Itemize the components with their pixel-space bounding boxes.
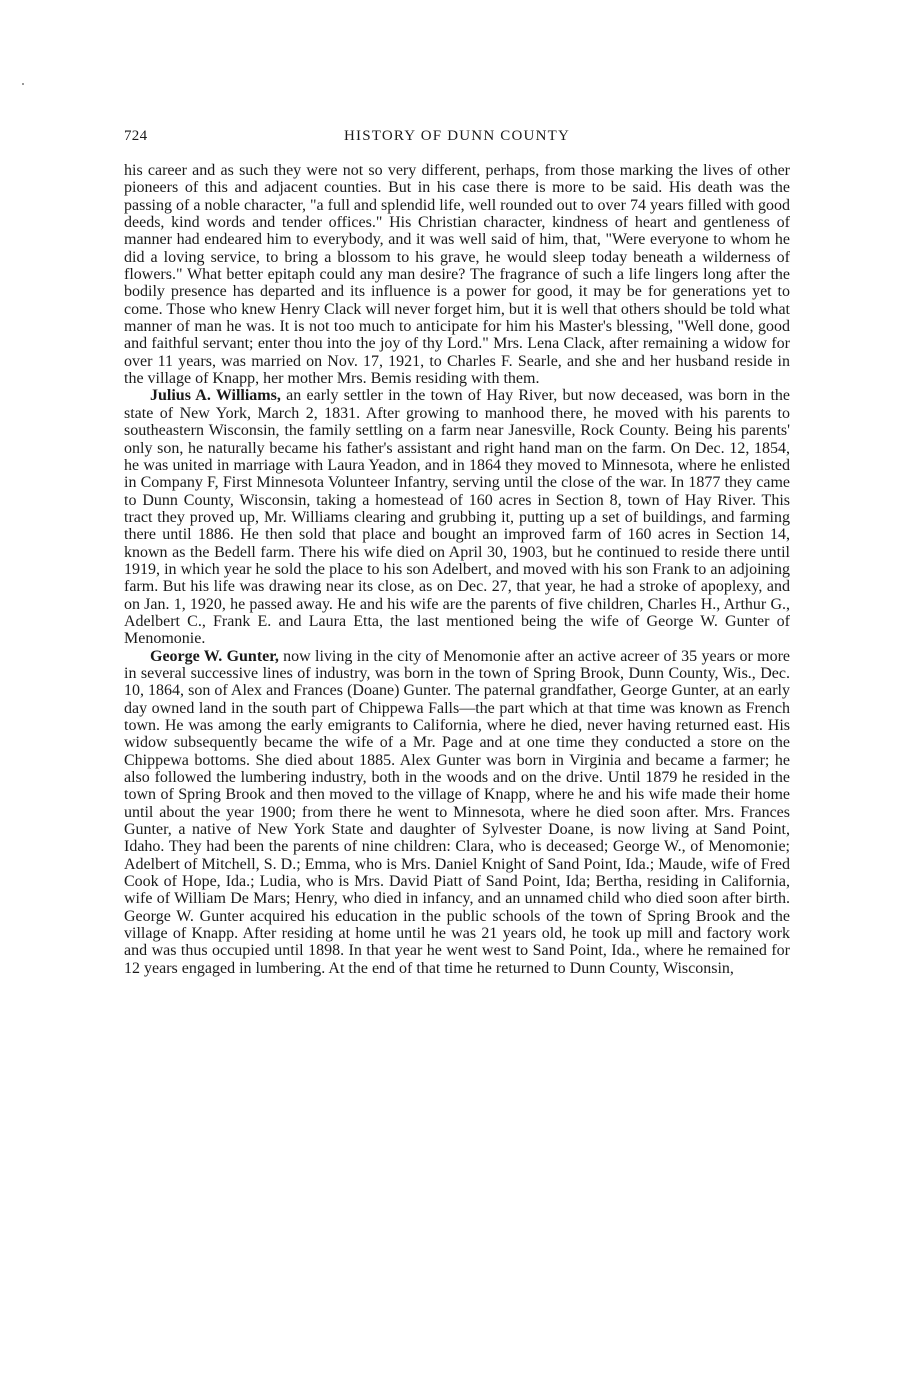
scan-speck: [22, 83, 24, 85]
paragraph-text: an early settler in the town of Hay River, but now deceased, was born in the state of New York, March 2, 1831. After growing to manhood there, he moved with his parents to southeastern Wisconsin, the family settling on a farm near Janesville, Rock County. Being his parents' only son, he naturally became his father's assistant and right hand man on the farm. On Dec. 12, 1854, he was united in marriage with Laura Yeadon, and in 1864 they moved to Minnesota, where he enlisted in Company F, First Minnesota Volunteer Infantry, serving until the close of the war. In 1877 they came to Dunn County, Wisconsin, taking a homestead of 160 acres in Section 8, town of Hay River. This tract they proved up, Mr. Williams clearing and grubbing it, putting up a set of buildings, and farming there until 1886. He then sold that place and bought an improved farm of 160 acres in Section 14, known as the Bedell farm. There his wife died on April 30, 1903, but he continued to reside there until 1919, in which year he sold the place to his son Adelbert, and moved with his son Frank to an adjoining farm. But his life was drawing near its close, as on Dec. 27, that year, he had a stroke of apoplexy, and on Jan. 1, 1920, he passed away. He and his wife are the parents of five children, Charles H., Arthur G., Adelbert C., Frank E. and Laura Etta, the last mentioned being the wife of George W. Gunter of Menomonie.: [124, 387, 791, 648]
page-number: 724: [124, 128, 148, 144]
paragraph-williams: [124, 387, 790, 647]
paragraph-clack-continued: [124, 162, 790, 387]
paragraph-text: his career and as such they were not so very different, perhaps, from those marking the lives of other pioneers of this and adjacent counties. But in his case there is more to be said. His death was the passing of a noble character, "a full and splendid life, well rounded out to over 74 years filled with good deeds, kind words and tender offices." His Christian character, kindness of heart and gentleness of manner had endeared him to everybody, and it was well said of him, that, "Were everyone to whom he did a loving service, to bring a blossom to his grave, he would sleep today beneath a wilderness of flowers." What better epitaph could any man desire? The fragrance of such a life lingers long after the bodily presence has departed and its influence is a power for good, it may be for generations yet to come. Those who knew Henry Clack will never forget him, but it is well that others should be told what manner of man he was. It is not too much to anticipate for him his Master's blessing, "Well done, good and faithful servant; enter thou into the joy of thy Lord." Mrs. Lena Clack, after remaining a widow for over 11 years, was married on Nov. 17, 1921, to Charles F. Searle, and she and her husband reside in the village of Knapp, her mother Mrs. Bemis residing with them.: [124, 162, 790, 388]
paragraph-gunter: [124, 648, 790, 978]
biography-name: Julius A. Williams,: [150, 387, 281, 405]
biography-name: George W. Gunter,: [150, 647, 279, 665]
running-head: HISTORY OF DUNN COUNTY: [344, 128, 570, 144]
body-text: [124, 162, 790, 977]
paragraph-text: now living in the city of Menomonie after an active acreer of 35 years or more in several successive lines of industry, was born in the town of Spring Brook, Dunn County, Wis., Dec. 10, 1864, son of Alex and Frances (Doane) Gunter. The paternal grandfather, George Gunter, at an early day owned land in the south part of Chippewa Falls—the part which at that time was known as French town. He was among the early emigrants to California, where he died, never having returned east. His widow subsequently became the wife of a Mr. Page and at one time they conducted a store on the Chippewa bottoms. She died about 1885. Alex Gunter was born in Virginia and became a farmer; he also followed the lumbering industry, both in the woods and on the drive. Until 1879 he resided in the town of Spring Brook and then moved to the village of Knapp, where he and his wife made their home until about the year 1900; from there he went to Minnesota, where he died soon after. Mrs. Frances Gunter, a native of New York State and daughter of Sylvester Doane, is now living at Sand Point, Idaho. They had been the parents of nine children: Clara, who is deceased; George W., of Menomonie; Adelbert of Mitchell, S. D.; Emma, who is Mrs. Daniel Knight of Sand Point, Ida.; Maude, wife of Fred Cook of Hope, Ida.; Ludia, who is Mrs. David Piatt of Sand Point, Ida; Bertha, residing in California, wife of William De Mars; Henry, who died in infancy, and an unnamed child who died soon after birth. George W. Gunter acquired his education in the public schools of the town of Spring Brook and the village of Knapp. After residing at home until he was 21 years old, he took up mill and factory work and was thus occupied until 1898. In that year he went west to Sand Point, Ida., where he remained for 12 years engaged in lumbering. At the end of that time he returned to Dunn County, Wisconsin,: [124, 647, 791, 977]
